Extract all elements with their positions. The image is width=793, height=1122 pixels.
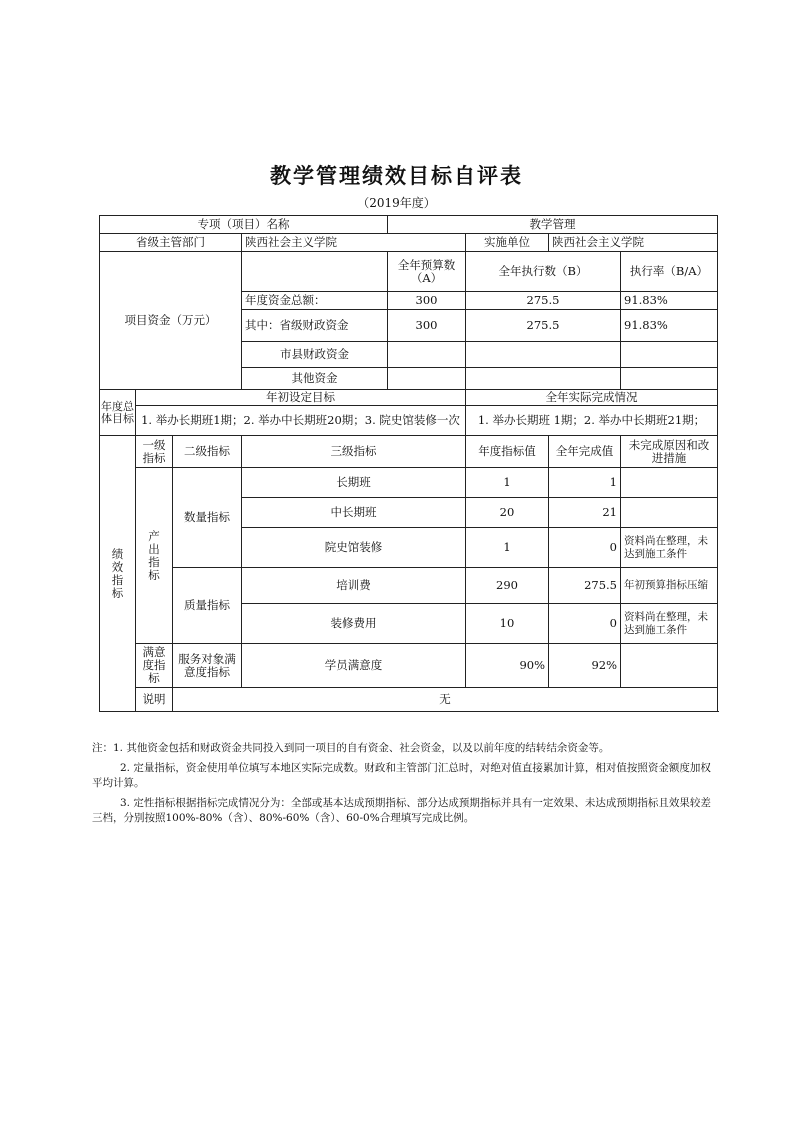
funds-row-label: 市县财政资金 bbox=[242, 342, 388, 368]
indicator-name: 中长期班 bbox=[242, 498, 466, 528]
funds-row-exec: 275.5 bbox=[466, 292, 621, 310]
funds-row-label: 其他资金 bbox=[242, 368, 388, 390]
header-level1: 一级指标 bbox=[136, 436, 173, 468]
indicator-target: 290 bbox=[466, 568, 549, 604]
funds-row-label: 年度资金总额： bbox=[242, 292, 388, 310]
footnote-2: 2. 定量指标，资金使用单位填写本地区实际完成数。财政和主管部门汇总时，对绝对值直接累加计算，相对值按照资金额度加权平均计算。 bbox=[92, 762, 711, 789]
funds-row-exec: 275.5 bbox=[466, 310, 621, 342]
indicator-actual: 21 bbox=[549, 498, 621, 528]
funds-row-budget: 300 bbox=[388, 292, 466, 310]
header-actual: 全年完成值 bbox=[549, 436, 621, 468]
quality-indicator-label: 质量指标 bbox=[173, 568, 242, 644]
dept-value: 陕西社会主义学院 bbox=[242, 234, 466, 252]
funds-label: 项目资金（万元） bbox=[100, 252, 242, 390]
funds-row-rate bbox=[621, 368, 718, 390]
overall-target-text: 1. 举办长期班1期；2. 举办中长期班20期；3. 院史馆装修一次 bbox=[136, 406, 466, 436]
indicator-reason: 年初预算指标压缩 bbox=[621, 568, 718, 604]
funds-header-empty bbox=[242, 252, 388, 292]
unit-value: 陕西社会主义学院 bbox=[549, 234, 718, 252]
footnote-1: 注：1. 其他资金包括和财政资金共同投入到同一项目的自有资金、社会资金，以及以前年度的结转结余资金等。 bbox=[92, 742, 610, 754]
header-target: 年度指标值 bbox=[466, 436, 549, 468]
indicator-reason: 资料尚在整理，未达到施工条件 bbox=[621, 604, 718, 644]
output-indicator-label: 产出指标 bbox=[136, 468, 173, 644]
funds-col-budget: 全年预算数（A） bbox=[388, 252, 466, 292]
overall-actual-text: 1. 举办长期班 1期；2. 举办中长期班21期； bbox=[466, 406, 718, 436]
quantity-indicator-label: 数量指标 bbox=[173, 468, 242, 568]
service-satisfaction-label: 服务对象满意度指标 bbox=[173, 644, 242, 688]
indicator-name: 院史馆装修 bbox=[242, 528, 466, 568]
funds-row-label: 其中：省级财政资金 bbox=[242, 310, 388, 342]
header-level2: 二级指标 bbox=[173, 436, 242, 468]
evaluation-table bbox=[99, 215, 718, 712]
indicator-actual: 1 bbox=[549, 468, 621, 498]
indicator-name: 装修费用 bbox=[242, 604, 466, 644]
overall-label: 年度总体目标 bbox=[100, 390, 136, 436]
indicator-target: 10 bbox=[466, 604, 549, 644]
indicator-name: 学员满意度 bbox=[242, 644, 466, 688]
indicators-label: 绩效指标 bbox=[100, 436, 136, 712]
indicator-target: 1 bbox=[466, 468, 549, 498]
funds-row-budget: 300 bbox=[388, 310, 466, 342]
funds-row-exec bbox=[466, 342, 621, 368]
indicator-target: 1 bbox=[466, 528, 549, 568]
dept-label: 省级主管部门 bbox=[100, 234, 242, 252]
header-reason: 未完成原因和改进措施 bbox=[621, 436, 718, 468]
funds-row-rate bbox=[621, 342, 718, 368]
funds-row-rate: 91.83% bbox=[621, 292, 718, 310]
indicator-actual: 0 bbox=[549, 604, 621, 644]
funds-col-exec: 全年执行数（B） bbox=[466, 252, 621, 292]
funds-row-rate: 91.83% bbox=[621, 310, 718, 342]
project-name-label: 专项（项目）名称 bbox=[100, 216, 388, 234]
indicator-reason bbox=[621, 644, 718, 688]
page-title: 教学管理绩效目标自评表 bbox=[270, 164, 523, 188]
funds-row-exec bbox=[466, 368, 621, 390]
project-name-value: 教学管理 bbox=[388, 216, 718, 234]
funds-row-budget bbox=[388, 342, 466, 368]
indicator-actual: 92% bbox=[549, 644, 621, 688]
page-subtitle: （2019年度） bbox=[357, 196, 436, 210]
funds-row-budget bbox=[388, 368, 466, 390]
footnotes bbox=[92, 741, 712, 831]
remark-value: 无 bbox=[173, 688, 718, 712]
remark-label: 说明 bbox=[136, 688, 173, 712]
indicator-target: 20 bbox=[466, 498, 549, 528]
footnote-3: 3. 定性指标根据指标完成情况分为：全部或基本达成预期指标、部分达成预期指标并具有一定效果、未达成预期指标且效果较差三档，分别按照100%-80%（含）、80%-60%（含）、60-0%合理填写完成比例。 bbox=[92, 797, 711, 824]
indicator-reason bbox=[621, 498, 718, 528]
indicator-name: 长期班 bbox=[242, 468, 466, 498]
funds-col-rate: 执行率（B/A） bbox=[621, 252, 718, 292]
indicator-reason: 资料尚在整理，未达到施工条件 bbox=[621, 528, 718, 568]
overall-col-target: 年初设定目标 bbox=[136, 390, 466, 406]
header-level3: 三级指标 bbox=[242, 436, 466, 468]
indicator-name: 培训费 bbox=[242, 568, 466, 604]
indicator-reason bbox=[621, 468, 718, 498]
indicator-actual: 0 bbox=[549, 528, 621, 568]
indicator-actual: 275.5 bbox=[549, 568, 621, 604]
satisfaction-indicator-label: 满意度指标 bbox=[136, 644, 173, 688]
overall-col-actual: 全年实际完成情况 bbox=[466, 390, 718, 406]
unit-label: 实施单位 bbox=[466, 234, 549, 252]
indicator-target: 90% bbox=[466, 644, 549, 688]
